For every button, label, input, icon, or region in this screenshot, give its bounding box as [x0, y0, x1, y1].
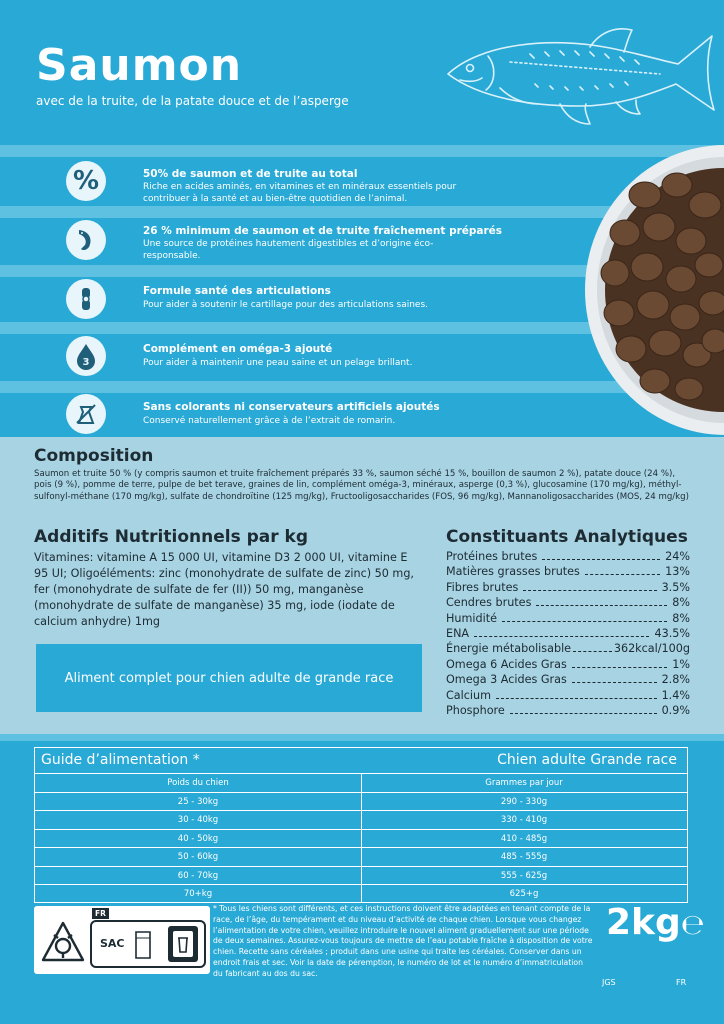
analytical-value: 1%	[672, 657, 690, 671]
country-tag: FR	[92, 908, 109, 919]
analytical-row	[446, 627, 690, 642]
svg-text:3: 3	[82, 357, 90, 368]
weight-cell: 40 - 50kg	[177, 833, 219, 844]
analytical-row	[446, 612, 690, 627]
feature-description: Pour aider à maintenir une peau saine et un pelage brillant.	[143, 358, 413, 368]
fish-icon	[66, 220, 106, 260]
analytical-row	[446, 689, 690, 704]
feature-title: Formule santé des articulations	[143, 285, 331, 297]
weight-cell: 25 - 30kg	[177, 796, 219, 807]
feeding-guide-subtitle: Chien adulte Grande race	[497, 752, 677, 768]
analytical-value: 13%	[665, 565, 690, 579]
analytical-name: Omega 3 Acides Gras	[446, 673, 567, 687]
feature-description: Conservé naturellement grâce à de l’extrait de romarin.	[143, 416, 396, 426]
analytical-value: 0.9%	[661, 703, 690, 717]
feeding-table	[34, 747, 688, 903]
feeding-table-header	[35, 748, 687, 774]
table-row	[35, 793, 687, 812]
weight-cell: 50 - 60kg	[177, 852, 219, 863]
table-row	[35, 848, 687, 867]
net-weight	[606, 902, 705, 943]
composition-title: Composition	[34, 446, 154, 466]
feature-title: Sans colorants ni conservateurs artificiels ajoutés	[143, 401, 440, 413]
additives-title: Additifs Nutritionnels par kg	[34, 527, 309, 547]
analytical-row	[446, 581, 690, 596]
analytical-title: Constituants Analytiques	[446, 527, 688, 547]
analytical-name: Cendres brutes	[446, 596, 532, 610]
kibble-bowl-image	[585, 145, 724, 435]
salmon-illustration-icon	[440, 14, 720, 134]
analytical-row	[446, 642, 690, 657]
analytical-value: 3.5%	[661, 580, 690, 594]
analytical-row	[446, 673, 690, 688]
estimated-sign: ℮	[680, 908, 705, 941]
grams-cell: 485 - 555g	[500, 852, 548, 863]
analytical-value: 24%	[665, 550, 690, 563]
grams-cell: 330 - 410g	[500, 815, 548, 826]
no-additives-icon	[66, 394, 106, 434]
product-subtitle: avec de la truite, de la patate douce et de l’asperge	[36, 94, 349, 108]
feature-description: Pour aider à soutenir le cartillage pour des articulations saines.	[143, 300, 429, 310]
analytical-name: Humidité	[446, 611, 497, 625]
analytical-value: 362kcal/100g	[613, 642, 690, 656]
grams-cell: 290 - 330g	[500, 796, 548, 807]
analytical-name: Fibres brutes	[446, 580, 519, 594]
weight-cell: 60 - 70kg	[177, 870, 219, 881]
analytical-name: ENA	[446, 626, 470, 640]
analytical-name: Calcium	[446, 688, 492, 702]
analytical-name: Énergie métabolisable	[446, 642, 572, 656]
analytical-name: Matières grasses brutes	[446, 565, 580, 579]
code-left: JGS	[602, 978, 616, 987]
recycling-bin-icon	[164, 924, 202, 964]
table-row	[35, 830, 687, 849]
sac-recycling-box	[90, 920, 206, 968]
analytical-row	[446, 658, 690, 673]
grams-cell: 555 - 625g	[500, 870, 548, 881]
triman-recycling-icon	[40, 920, 86, 968]
percent-icon: %	[66, 161, 106, 201]
sac-label: SAC	[100, 937, 125, 950]
feature-description: Riche en acides aminés, en vitamines et en minéraux essentiels pour contribuer à la santé et au bien-être quotidien de l’animal.	[143, 182, 457, 204]
feeding-footnote: * Tous les chiens sont différents, et ces instructions doivent être adaptées en tenant compte de la race, de l’âge, du tempérament et du niveau d’activité de chaque chien. Lorsque vous changez l’alimentation de votre chien, veuillez introduire le nouvel aliment graduellement sur une période de deux semaines. Assurez-vous toujours de mettre de l’eau potable fraîche à disposition de votre chien. Recette sans céréales ; produit dans une usine qui traite les céréales. Conserver dans un endroit frais et sec. Voir la date de péremption, le numéro de lot et le numéro d’immatriculation du fabricant au dos du sac.	[213, 904, 593, 978]
grams-cell: 625+g	[509, 889, 539, 900]
joint-icon	[66, 279, 106, 319]
analytical-name: Omega 6 Acides Gras	[446, 657, 567, 671]
feature-title: 50% de saumon et de truite au total	[143, 168, 358, 180]
complete-food-text: Aliment complet pour chien adulte de grande race	[64, 670, 394, 686]
table-column-headers	[35, 774, 687, 793]
net-weight-value: 2kg	[606, 902, 681, 943]
column-header-grams: Grammes par jour	[485, 778, 563, 789]
analytical-name: Protéines brutes	[446, 550, 538, 563]
analytical-value: 1.4%	[661, 688, 690, 702]
additives-text: Vitamines: vitamine A 15 000 UI, vitamine D3 2 000 UI, vitamine E 95 UI; Oligoéléments: zinc (monohydrate de sulfate de zinc) 50 mg, fer (monohydrate de sulfate de fer (II)) 50 mg, manganèse (monohydrate de sulfate de manganèse) 35 mg, iode (iodate de calcium anhydre) 1mg	[34, 551, 414, 628]
recycling-info	[34, 906, 210, 974]
analytical-list	[446, 550, 690, 719]
weight-cell: 30 - 40kg	[177, 815, 219, 826]
composition-text: Saumon et truite 50 % (y compris saumon et truite fraîchement préparés 33 %, saumon séché 15 %, bouillon de saumon 2 %), patate douce (24 %), pois (9 %), pomme de terre, pulpe de bet terave, graines de lin, complément oméga-3, minéraux, asperge (0,3 %), glucosamine (170 mg/kg), méthyl-sulfonyl-méthane (170 mg/kg), sulfate de chondroïtine (125 mg/kg), Fructooligosaccharides (FOS, 96 mg/kg), Mannanoligosaccharides (MOS, 24 mg/kg)	[34, 469, 689, 502]
omega-3-drop-icon	[66, 336, 106, 376]
grams-cell: 410 - 485g	[500, 833, 548, 844]
analytical-row	[446, 550, 690, 565]
feature-title: 26 % minimum de saumon et de truite fraîchement préparés	[143, 225, 503, 237]
weight-cell: 70+kg	[183, 889, 213, 900]
analytical-name: Phosphore	[446, 703, 505, 717]
analytical-value: 2.8%	[661, 673, 690, 687]
table-row	[35, 885, 687, 904]
feature-title: Complément en oméga-3 ajouté	[143, 343, 333, 355]
product-title: Saumon	[36, 40, 243, 91]
analytical-value: 8%	[672, 596, 690, 610]
table-row	[35, 867, 687, 886]
code-right: FR	[676, 978, 687, 987]
analytical-value: 43.5%	[654, 626, 690, 640]
bag-icon	[134, 930, 152, 960]
analytical-row	[446, 596, 690, 611]
feeding-guide-title: Guide d’alimentation *	[41, 752, 200, 768]
feature-description: Une source de protéines hautement digestibles et d’origine éco-responsable.	[143, 239, 434, 261]
complete-food-banner	[36, 644, 422, 712]
analytical-value: 8%	[672, 611, 690, 625]
analytical-row	[446, 565, 690, 580]
analytical-row	[446, 704, 690, 719]
column-header-weight: Poids du chien	[167, 778, 229, 789]
table-row	[35, 811, 687, 830]
